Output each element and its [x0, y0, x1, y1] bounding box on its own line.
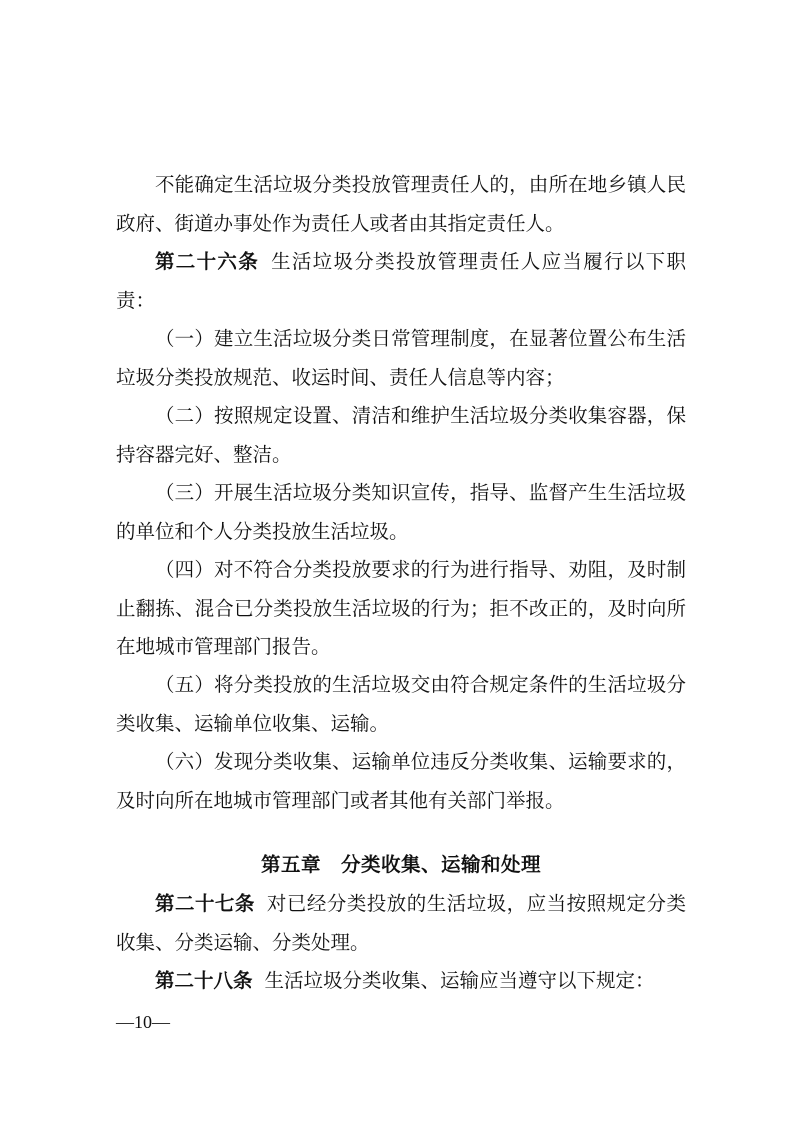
- article-27: [116, 885, 686, 962]
- item-4: [116, 551, 686, 667]
- paragraph-responsible-default: [116, 166, 686, 243]
- paragraph-text: 不能确定生活垃圾分类投放管理责任人的，由所在地乡镇人民政府、街道办事处作为责任人或者由其指定责任人。: [116, 173, 686, 235]
- chapter-title: 第五章 分类收集、运输和处理: [260, 853, 541, 876]
- article-number: 第二十七条: [155, 892, 255, 915]
- item-text: （四）对不符合分类投放要求的行为进行指导、劝阻，及时制止翻拣、混合已分类投放生活垃圾的行为；拒不改正的，及时向所在地城市管理部门报告。: [116, 558, 686, 658]
- item-2: [116, 397, 686, 474]
- article-number: 第二十八条: [155, 969, 253, 992]
- article-text: 生活垃圾分类投放管理责任人应当履行以下职责：: [116, 250, 686, 312]
- article-text: 生活垃圾分类收集、运输应当遵守以下规定：: [264, 969, 655, 992]
- article-28: [116, 962, 686, 1001]
- item-1: [116, 320, 686, 397]
- item-6: [116, 743, 686, 820]
- item-text: （六）发现分类收集、运输单位违反分类收集、运输要求的，及时向所在地城市管理部门或者其他有关部门举报。: [116, 750, 686, 812]
- article-text: 对已经分类投放的生活垃圾，应当按照规定分类收集、分类运输、分类处理。: [116, 892, 686, 954]
- item-3: [116, 474, 686, 551]
- item-text: （二）按照规定设置、清洁和维护生活垃圾分类收集容器，保持容器完好、整洁。: [116, 404, 686, 466]
- item-text: （五）将分类投放的生活垃圾交由符合规定条件的生活垃圾分类收集、运输单位收集、运输。: [116, 673, 686, 735]
- item-5: [116, 666, 686, 743]
- item-text: （三）开展生活垃圾分类知识宣传，指导、监督产生生活垃圾的单位和个人分类投放生活垃圾。: [116, 481, 686, 543]
- page-number: —10—: [116, 1012, 170, 1032]
- item-text: （一）建立生活垃圾分类日常管理制度，在显著位置公布生活垃圾分类投放规范、收运时间、责任人信息等内容；: [116, 327, 686, 389]
- article-26: [116, 243, 686, 320]
- article-number: 第二十六条: [155, 250, 260, 273]
